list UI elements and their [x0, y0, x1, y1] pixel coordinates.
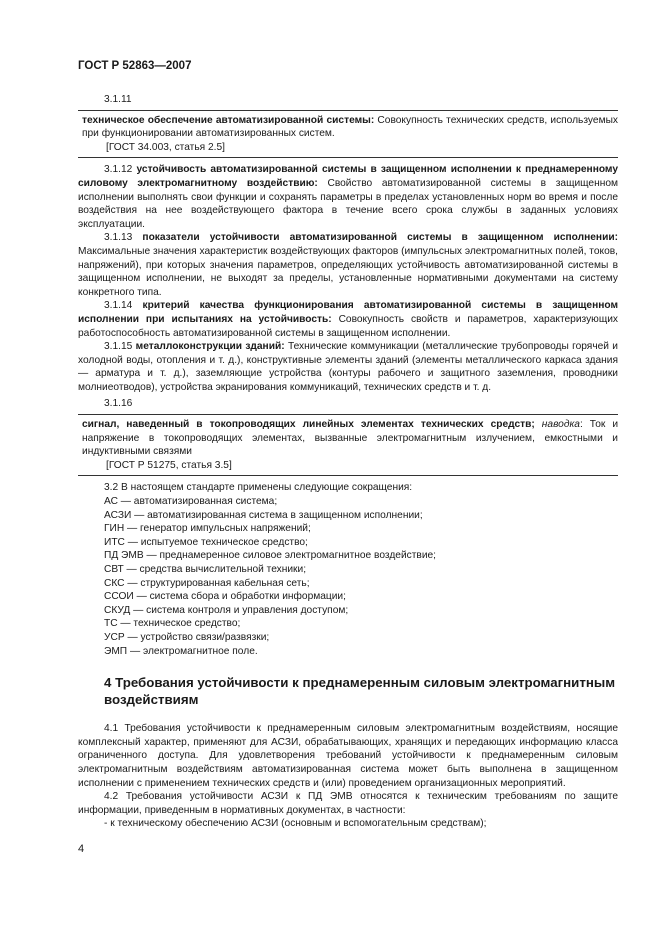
term-3-1-12: устойчивость автоматизированной системы в защищенном исполнении к преднамеренному силовому электромагнитному воздействию: — [78, 164, 619, 189]
term-box-3-1-11 — [78, 110, 618, 159]
definition-3-1-14: Совокупность свойств и параметров, характеризующих работоспособность автоматизированной системы в защищенном исполнении. — [78, 313, 618, 339]
definition-3-1-15: Технические коммуникации (металлические трубопроводы горячей и холодной воды, отопления и т. д.), конструктивные элементы зданий (элементы металлического каркаса здания — арматура и т. д.), заземляющие устройства (контуры рабочего и защитного заземления, проводники молниеотводов), устройства экранирования коммуникаций, технических средств и т. д. — [78, 341, 618, 393]
abbreviation-item: ССОИ — система сбора и обработки информации; — [104, 591, 346, 603]
abbreviation-item: АСЗИ — автоматизированная система в защищенном исполнении; — [104, 509, 423, 521]
paragraph-3-1-14 — [78, 299, 618, 340]
number-3-1-13: 3.1.13 — [104, 232, 133, 244]
paragraph-3-1-12 — [78, 163, 618, 231]
paragraph-4-1: 4.1 Требования устойчивости к преднамеренным силовым электромагнитным воздействиям, носящие комплексный характер, применяют для АСЗИ, обрабатывающих, хранящих и передающих информацию класса ограниченного доступа. Для удовлетворения требований устойчивости к преднамеренным силовым электромагнитным воздействиям автоматизированная система может быть выполнена в защищенном исполнении с применением технических средств и (или) проведением организационных мероприятий. — [78, 723, 618, 789]
paragraph-3-1-13 — [78, 231, 618, 299]
abbreviation-item: АС — автоматизированная система; — [104, 496, 278, 508]
term-number-3-1-11: 3.1.11 — [104, 94, 132, 105]
abbreviation-item: ТС — техническое средство; — [104, 618, 241, 630]
abbreviation-item: ИТС — испытуемое техническое средство; — [104, 536, 308, 548]
abbreviation-item: ПД ЭМВ — преднамеренное силовое электромагнитное воздействие; — [104, 550, 437, 562]
term-3-1-14: критерий качества функционирования автоматизированной системы в защищенном исполнении при испытаниях на устойчивость: — [78, 300, 618, 325]
abbreviation-item: СКУД — система контроля и управления доступом; — [104, 604, 349, 616]
abbreviation-item: ГИН — генератор импульсных напряжений; — [104, 523, 311, 535]
paragraph-4-2: 4.2 Требования устойчивости АСЗИ к ПД ЭМВ относятся к техническим требованиям по защите информации, приведенным в нормативных документах, в частности: — [78, 791, 618, 816]
paragraph-3-1-15 — [78, 340, 618, 394]
definition-3-1-13: Максимальные значения характеристик воздействующих факторов (импульсных электромагнитных полей, токов, напряжений), при которых значения параметров, определяющих устойчивость автоматизированной системы в защищенном исполнении, не выходят за пределы, установленные нормативными документами на систему конкретного типа. — [78, 245, 618, 298]
section-heading-4: 4 Требования устойчивости к преднамеренным силовым электромагнитным воздействиям — [104, 675, 616, 708]
list-item-4-2: - к техническому обеспечению АСЗИ (основным и вспомогательным средствам); — [104, 818, 487, 830]
abbreviation-item: СВТ — средства вычислительной техники; — [104, 564, 307, 575]
page-number: 4 — [78, 843, 85, 855]
term-3-1-16: сигнал, наведенный в токопроводящих линейных элементах технических средств; — [82, 419, 535, 431]
reference-3-1-16: [ГОСТ Р 51275, статья 3.5] — [106, 459, 232, 471]
abbreviation-item: СКС — структурированная кабельная сеть; — [104, 577, 310, 589]
term-3-1-15: металлоконструкции зданий: — [135, 341, 285, 353]
reference-3-1-11: [ГОСТ 34.003, статья 2.5] — [106, 141, 225, 153]
term-3-1-13: показатели устойчивости автоматизированной системы в защищенном исполнении: — [142, 232, 618, 244]
definition-3-1-12: Свойство автоматизированной системы в защищенном исполнении выполнять свои функции и сохранять параметры в пределах установленных норм во время и после воздействия на нее воздействующего фактора в течение всего срока службы в заданных условиях эксплуатации. — [78, 177, 618, 230]
definition-3-1-16: : Ток и напряжение в токопроводящих элементах, вызванные электромагнитным излучением, емкостными и индуктивными связями — [82, 419, 619, 458]
term-3-1-11: техническое обеспечение автоматизированной системы: — [82, 114, 375, 126]
definition-3-1-11: Совокупность технических средств, используемых при функционировании автоматизированных систем. — [82, 114, 618, 140]
abbreviation-item: ЭМП — электромагнитное поле. — [104, 645, 258, 657]
abbreviations-intro: 3.2 В настоящем стандарте применены следующие сокращения: — [104, 482, 413, 494]
alt-term-3-1-16: наводка — [534, 419, 580, 431]
page-header: ГОСТ Р 52863—2007 — [78, 60, 192, 72]
abbreviation-item: УСР — устройство связи/развязки; — [104, 631, 270, 643]
number-3-1-15: 3.1.15 — [104, 341, 133, 353]
term-number-3-1-16: 3.1.16 — [104, 398, 133, 410]
term-box-3-1-16 — [78, 414, 618, 476]
abbreviations-list — [78, 481, 618, 658]
number-3-1-12: 3.1.12 — [104, 164, 133, 176]
number-3-1-14: 3.1.14 — [104, 300, 133, 312]
document-body — [78, 93, 618, 831]
